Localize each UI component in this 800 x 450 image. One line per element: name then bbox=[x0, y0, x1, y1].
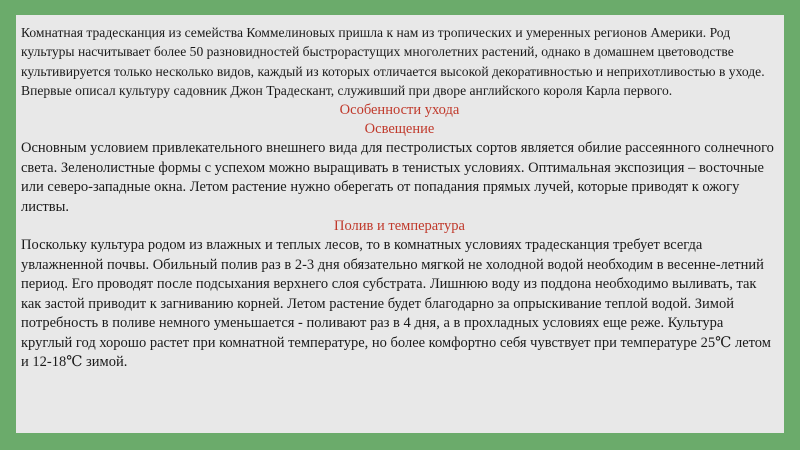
slide-content-panel bbox=[16, 15, 784, 433]
lighting-paragraph: Основным условием привлекательного внешнего вида для пестролистых сортов является обилие рассеянного солнечного света. Зеленолистные формы с успехом можно выращивать в тенистых условиях. Оптимальная экспозиция – восточные или северо-западные окна. Летом растение нужно оберегать от попадания прямых лучей, которые приводят к ожогу листвы. bbox=[21, 140, 774, 215]
intro-paragraph: Комнатная традесканция из семейства Коммелиновых пришла к нам из тропических и умеренных регионов Америки. Род культуры насчитывает более 50 разновидностей быстрорастущих многолетних растений, однако в домашнем цветоводстве культивируется только несколько видов, каждый из которых отличается высокой декоративностью и неприхотливостью в уходе. Впервые описал культуру садовник Джон Традескант, служивший при дворе английского короля Карла первого. bbox=[21, 25, 765, 99]
lighting-heading: Освещение bbox=[364, 121, 435, 138]
care-heading: Особенности ухода bbox=[339, 101, 460, 118]
watering-heading: Полив и температура bbox=[334, 218, 465, 235]
watering-paragraph: Поскольку культура родом из влажных и теплых лесов, то в комнатных условиях традесканция требует всегда увлажненной почвы. Обильный полив раз в 2-3 дня обязательно мягкой не холодной водой необходим в весенне-летний период. Его проводят после подсыхания верхнего слоя субстрата. Лишнюю воду из поддона необходимо выливать, так как застой приводит к загниванию корней. Летом растение будет благодарно за опрыскивание теплой водой. Зимой потребность в поливе немного уменьшается - поливают раз в 4 дня, а в прохладных условиях еще реже. Культура круглый год хорошо растет при комнатной температуре, но более комфортно себя чувствует при температуре 25℃ летом и 12-18℃ зимой. bbox=[21, 237, 771, 370]
